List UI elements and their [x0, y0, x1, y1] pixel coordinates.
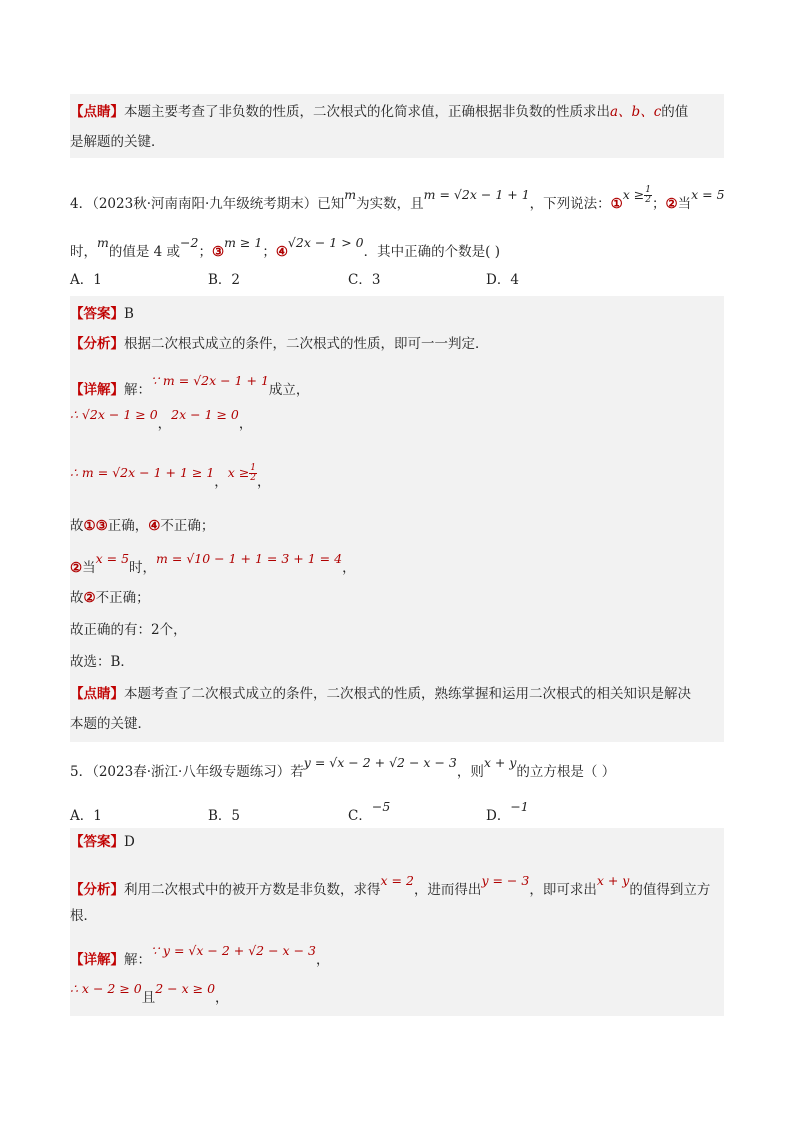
block3-comment-line1: 【点睛】本题主要考查了非负数的性质，二次根式的化简求值，正确根据非负数的性质求出a、b、c的值: [70, 104, 689, 120]
q4-option-b: B．2: [208, 272, 241, 288]
q4-conclusion1: 故①③正确，④不正确；: [70, 518, 215, 534]
q4-equation: m = √2x − 1 + 1: [423, 187, 530, 202]
q4-analysis: 【分析】根据二次根式成立的条件，二次根式的性质，即可一一判定．: [70, 336, 489, 352]
q4-stem-line2: 时，m的值是 4 或−2；③m ≥ 1；④√2x − 1 > 0．其中正确的个数是( ): [70, 235, 500, 260]
q4-comment-line1: 【点睛】本题考查了二次根式成立的条件，二次根式的性质，熟练掌握和运用二次根式的相关知识是解决: [70, 686, 691, 702]
q4-option-a: A．1: [70, 272, 102, 288]
q4-choose: 故选：B．: [70, 654, 134, 670]
q5-option-d: D．−1: [486, 799, 529, 824]
q4-comment-line2: 本题的关键．: [70, 716, 151, 732]
q4-detail: 【详解】解：∵ m = √2x − 1 + 1成立，: [70, 373, 310, 398]
q5-detail: 【详解】解：∵ y = √x − 2 + √2 − x − 3，: [70, 943, 330, 968]
q5-solution-box: [70, 828, 724, 1016]
q5-equation: y = √x − 2 + √2 − x − 3: [303, 755, 457, 770]
q4-step2: ∴ m = √2x − 1 + 1 ≥ 1，x ≥ $\frac{1}{2}$ ，: [70, 463, 271, 490]
q4-option-c: C．3: [348, 272, 381, 288]
q4-conclusion3: 故正确的有：2个，: [70, 622, 187, 638]
q4-stem-line1: 4．（2023秋·河南南阳·九年级统考期末）已知m为实数，且m = √2x − 1 + 1，下列说法：①x ≥ $\frac{1}{2}$ ；②当x = 5: [70, 185, 725, 212]
q5-option-b: B．5: [208, 808, 241, 824]
q4-option-d: D．4: [486, 272, 519, 288]
q4-solution-box: [70, 296, 724, 742]
q5-option-c: C．−5: [348, 799, 391, 824]
comment-tag: 【点睛】: [70, 104, 124, 120]
q4-options: [70, 270, 724, 290]
q5-analysis-line2: 根．: [70, 908, 97, 924]
q5-analysis-line1: 【分析】利用二次根式中的被开方数是非负数，求得x = 2，进而得出y = − 3，即可求出x + y的值得到立方: [70, 873, 711, 898]
block3-comment-line2: 是解题的关键．: [70, 134, 165, 150]
q4-step3: ②当x = 5时，m = √10 − 1 + 1 = 3 + 1 = 4，: [70, 551, 356, 576]
q4-answer: 【答案】B: [70, 306, 134, 322]
half-fraction: $\frac{1}{2}$: [645, 185, 651, 205]
q5-stem: 5．（2023春·浙江·八年级专题练习）若y = √x − 2 + √2 − x − 3，则x + y的立方根是（ ）: [70, 755, 616, 780]
q5-step1: ∴ x − 2 ≥ 0且2 − x ≥ 0，: [70, 981, 229, 1006]
q5-option-a: A．1: [70, 808, 102, 824]
q4-step1: ∴ √2x − 1 ≥ 0，2x − 1 ≥ 0，: [70, 407, 253, 432]
q5-answer: 【答案】D: [70, 834, 135, 850]
q4-conclusion2: 故②不正确；: [70, 590, 150, 606]
block3-comment-box: [70, 94, 724, 158]
q5-options: [70, 799, 724, 826]
